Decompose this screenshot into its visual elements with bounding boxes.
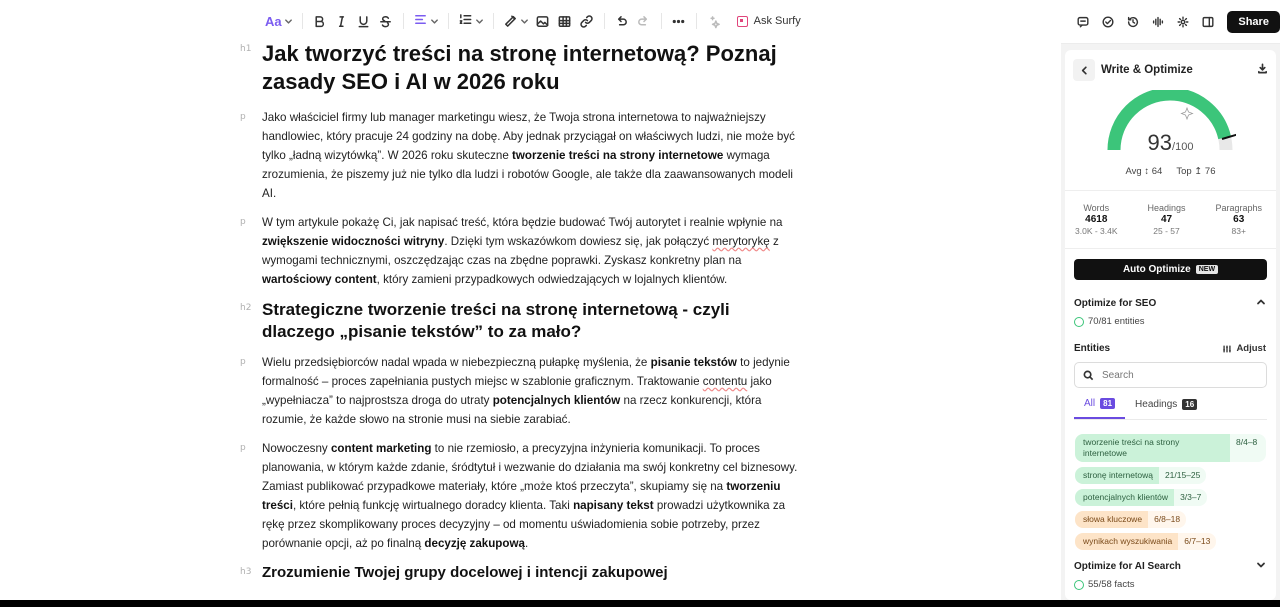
top-label: Top <box>1176 166 1192 177</box>
entity-count: 21/15–25 <box>1159 467 1206 484</box>
entity-chip[interactable] <box>1075 511 1186 528</box>
more-icon[interactable] <box>668 8 690 34</box>
ai-search-section <box>1065 557 1276 590</box>
bold-keyword: tworzeniu treści <box>262 480 781 512</box>
ordered-list-icon <box>458 12 473 30</box>
toolbar-divider <box>403 13 404 29</box>
entities-header <box>1065 343 1276 354</box>
auto-optimize-button[interactable] <box>1074 259 1267 280</box>
entity-text: tworzenie treści na strony internetowe <box>1075 434 1230 462</box>
search-input[interactable] <box>1102 370 1252 381</box>
stat-range: 25 - 57 <box>1153 226 1180 236</box>
redo-icon[interactable] <box>633 8 655 34</box>
entity-chip[interactable] <box>1075 434 1266 462</box>
stat-paragraphs <box>1215 203 1262 236</box>
paragraph[interactable] <box>262 353 800 429</box>
toolbar-divider <box>493 13 494 29</box>
ai-section-header[interactable] <box>1065 557 1276 575</box>
document-body[interactable] <box>240 40 800 593</box>
stat-label: Words <box>1083 203 1110 213</box>
entity-chip[interactable] <box>1075 467 1206 484</box>
audio-wave-icon[interactable] <box>1148 12 1167 32</box>
sparkle-icon[interactable] <box>703 8 725 34</box>
bold-keyword: wartościowy content <box>262 273 377 286</box>
entity-text: wynikach wyszukiwania <box>1075 533 1178 550</box>
text-run: to jedynie formalność – proces zapełniania pustych miejsc w szablonie graficznym. Traktowanie <box>262 356 790 388</box>
chevron-down-icon <box>282 14 293 29</box>
bold-keyword: zwiększenie widoczności witryny <box>262 235 445 248</box>
link-icon[interactable] <box>576 8 598 34</box>
paragraph-block[interactable] <box>240 213 800 289</box>
block-tag: p <box>240 217 246 227</box>
strikethrough-icon[interactable] <box>375 8 397 34</box>
text-run: jako „wypełniacza” to najprostsza droga do utraty <box>262 375 772 407</box>
avg-label: Avg <box>1125 166 1142 177</box>
entity-count: 6/7–13 <box>1178 533 1216 550</box>
spellcheck-word[interactable]: merytorykę <box>712 235 770 248</box>
heading-block[interactable] <box>240 40 800 96</box>
text-run: na rzecz konkurencji, która rozumie, że każde słowo na stronie musi na siebie zarabiać. <box>262 394 762 426</box>
stat-label: Paragraphs <box>1215 203 1262 213</box>
formatting-toolbar <box>262 8 805 34</box>
panel-header <box>1065 50 1276 90</box>
heading-block[interactable] <box>240 299 800 343</box>
panel-title: Write & Optimize <box>1101 64 1193 76</box>
paragraph[interactable] <box>262 439 800 553</box>
content-stats <box>1065 195 1276 244</box>
progress-ring-icon <box>1074 580 1084 590</box>
ask-surfy-label: Ask Surfy <box>753 15 801 27</box>
write-optimize-panel <box>1065 50 1276 600</box>
chevron-down-icon <box>428 14 439 29</box>
block-tag: h3 <box>240 567 252 577</box>
search-icon <box>1083 370 1094 381</box>
sparkle-icon <box>1182 108 1193 119</box>
entity-text: stronę internetową <box>1075 467 1159 484</box>
highlighter-icon <box>503 12 518 30</box>
stat-value: 63 <box>1233 214 1245 225</box>
history-icon[interactable] <box>1123 12 1142 32</box>
score-max: /100 <box>1172 141 1194 153</box>
tab-label: All <box>1084 398 1096 409</box>
paragraph[interactable] <box>262 108 800 203</box>
paragraph-block[interactable] <box>240 108 800 203</box>
download-icon[interactable] <box>1257 61 1268 79</box>
adjust-label: Adjust <box>1236 343 1266 354</box>
tab-count: 81 <box>1100 398 1115 409</box>
undo-icon[interactable] <box>611 8 633 34</box>
tab-count: 16 <box>1182 399 1197 410</box>
stat-value: 47 <box>1160 214 1173 225</box>
tab-label: Headings <box>1135 399 1178 410</box>
text-run: Wielu przedsiębiorców nadal wpada w niebezpieczną pułapkę myślenia, że <box>262 356 651 369</box>
tab-all[interactable] <box>1074 398 1125 419</box>
text-run: , które pełnią funkcję wirtualnego doradcy klienta. Taki <box>292 499 574 512</box>
ai-section-title: Optimize for AI Search <box>1074 560 1181 572</box>
text-run: . <box>524 537 529 550</box>
underline-icon[interactable] <box>353 8 375 34</box>
entity-text: potencjalnych klientów <box>1075 489 1174 506</box>
bold-keyword: content marketing <box>330 442 432 455</box>
entity-list <box>1065 420 1276 550</box>
bold-keyword: decyzję zakupową <box>424 537 525 550</box>
entity-count: 6/8–18 <box>1148 511 1186 528</box>
chevron-up-icon[interactable] <box>1256 294 1266 312</box>
italic-icon[interactable] <box>331 8 353 34</box>
stat-headings <box>1147 203 1185 236</box>
spellcheck-word[interactable]: contentu <box>702 375 748 388</box>
avg-top-row <box>1065 166 1276 177</box>
list-dropdown[interactable] <box>455 8 487 34</box>
score-readout <box>1065 130 1276 156</box>
stat-label: Headings <box>1147 203 1186 213</box>
ai-progress <box>1065 579 1276 590</box>
entity-count: 8/4–8 <box>1230 434 1266 462</box>
seo-section-header[interactable] <box>1065 294 1276 312</box>
bold-keyword: napisany tekst <box>573 499 654 512</box>
heading-block[interactable] <box>240 563 800 583</box>
chevron-down-icon <box>518 14 529 29</box>
text-run: z wymogami technicznymi, oszczędzając czas na zbędne poprawki. Zyskasz konkretny plan na <box>262 235 779 267</box>
ai-facts-count: 55/58 facts <box>1088 579 1135 590</box>
toolbar-divider <box>604 13 605 29</box>
paragraph[interactable] <box>262 213 800 289</box>
bold-keyword: tworzenie treści na strony internetowe <box>512 149 724 162</box>
entity-search[interactable] <box>1074 362 1267 388</box>
stat-value: 4618 <box>1085 214 1108 225</box>
paragraph-block[interactable] <box>240 439 800 553</box>
text-style-dropdown[interactable] <box>262 8 296 34</box>
seo-progress <box>1065 316 1276 327</box>
chevron-down-icon <box>473 14 484 29</box>
block-tag: p <box>240 443 246 453</box>
seo-section-title: Optimize for SEO <box>1074 297 1157 309</box>
stat-words <box>1075 203 1118 236</box>
gear-icon[interactable] <box>1173 12 1192 32</box>
text-run: to nie rzemiosło, a precyzyjna inżynieria komunikacji. To proces planowania, w którym każde zdanie, śródtytuł i wezwanie do działania ma swój konkretny cel biznesowy. Zamiast publikować przypadkowe materiały, które „może ktoś przeczyta”, skupiamy się na <box>262 442 798 493</box>
bold-keyword: pisanie tekstów <box>650 356 737 369</box>
sidebar-top-actions <box>1061 0 1280 44</box>
align-dropdown[interactable] <box>410 8 442 34</box>
toolbar-divider <box>448 13 449 29</box>
comment-icon[interactable] <box>1073 12 1092 32</box>
subsection-heading[interactable]: Zrozumienie Twojej grupy docelowej i intencji zakupowej <box>262 564 668 581</box>
paragraph-block[interactable] <box>240 353 800 429</box>
toolbar-divider <box>302 13 303 29</box>
highlight-dropdown[interactable] <box>500 8 532 34</box>
block-tag: h1 <box>240 44 252 54</box>
page-title[interactable]: Jak tworzyć treści na stronę internetową? Poznaj zasady SEO i AI w 2026 roku <box>262 41 777 94</box>
seo-entities-count: 70/81 entities <box>1088 316 1145 327</box>
text-run: , który zamieni przypadkowych odwiedzających w lojalnych klientów. <box>376 273 728 286</box>
progress-ring-icon <box>1074 317 1084 327</box>
align-icon <box>413 12 428 30</box>
chevron-down-icon[interactable] <box>1256 557 1266 575</box>
image-icon[interactable] <box>532 8 554 34</box>
score-value: 93 <box>1147 130 1173 155</box>
bold-icon[interactable] <box>309 8 331 34</box>
adjust-button[interactable] <box>1222 343 1266 354</box>
text-style-label: Aa <box>265 13 282 29</box>
stat-range: 3.0K - 3.4K <box>1075 226 1118 236</box>
new-badge: NEW <box>1196 265 1218 274</box>
sliders-icon <box>1222 344 1232 354</box>
stat-range: 83+ <box>1231 226 1246 236</box>
check-circle-icon[interactable] <box>1098 12 1117 32</box>
entity-tabs <box>1074 398 1267 420</box>
toolbar-divider <box>696 13 697 29</box>
top-marker-icon: ↥ <box>1194 166 1203 177</box>
toolbar-divider <box>661 13 662 29</box>
bottom-bar <box>0 600 1280 607</box>
divider <box>1065 248 1276 249</box>
block-tag: p <box>240 357 246 367</box>
text-run: prowadzi użytkownika za rękę przez skomplikowany proces decyzyjny – od momentu uświadomienia sobie potrzeby, przez porównanie opcji, aż po finalną <box>262 499 786 550</box>
text-run: Nowoczesny <box>262 442 331 455</box>
table-icon[interactable] <box>554 8 576 34</box>
section-heading[interactable]: Strategiczne tworzenie treści na stronę internetową - czyli dlaczego „pisanie tekstów” to za mało? <box>262 300 730 341</box>
entities-title: Entities <box>1074 343 1111 354</box>
share-button[interactable]: Share <box>1227 11 1280 33</box>
entity-chip[interactable] <box>1075 489 1207 506</box>
entity-count: 3/3–7 <box>1174 489 1207 506</box>
right-sidebar <box>1061 0 1280 600</box>
top-stat <box>1176 166 1215 177</box>
block-tag: p <box>240 112 246 122</box>
auto-optimize-label: Auto Optimize <box>1122 264 1191 275</box>
entity-chip[interactable] <box>1075 533 1216 550</box>
tab-headings[interactable] <box>1125 398 1207 419</box>
ask-surfy-button[interactable] <box>733 15 805 27</box>
text-run: W tym artykule pokażę Ci, jak napisać treść, która będzie budować Twój autorytet i realnie wpłynie na <box>262 216 783 229</box>
back-button[interactable] <box>1073 59 1095 81</box>
text-run: wymaga zrozumienia, że piszemy już nie tylko dla ludzi i robotów Google, ale także dla zaawansowanych modeli AI. <box>262 149 794 200</box>
score-gauge <box>1065 90 1276 186</box>
sidebar-toggle-icon[interactable] <box>1198 12 1217 32</box>
divider <box>1065 190 1276 191</box>
avg-marker-icon: ↕ <box>1144 166 1150 177</box>
bold-keyword: potencjalnych klientów <box>492 394 621 407</box>
surfy-logo-icon <box>737 16 748 27</box>
top-value: 76 <box>1204 166 1216 177</box>
text-run: . Dzięki tym wskazówkom dowiesz się, jak połączyć <box>444 235 713 248</box>
entity-text: słowa kluczowe <box>1075 511 1148 528</box>
avg-value: 64 <box>1151 166 1163 177</box>
text-run: Jako właściciel firmy lub manager marketingu wiesz, że Twoja strona internetowa to najważniejszy handlowiec, który pracuje 24 godziny na dobę. Aby jednak przyciągał on właściwych ludzi, nie może być tylko „ładną wizytówką”. W 2026 roku skuteczne <box>262 111 795 162</box>
block-tag: h2 <box>240 303 252 313</box>
avg-stat <box>1126 166 1163 177</box>
